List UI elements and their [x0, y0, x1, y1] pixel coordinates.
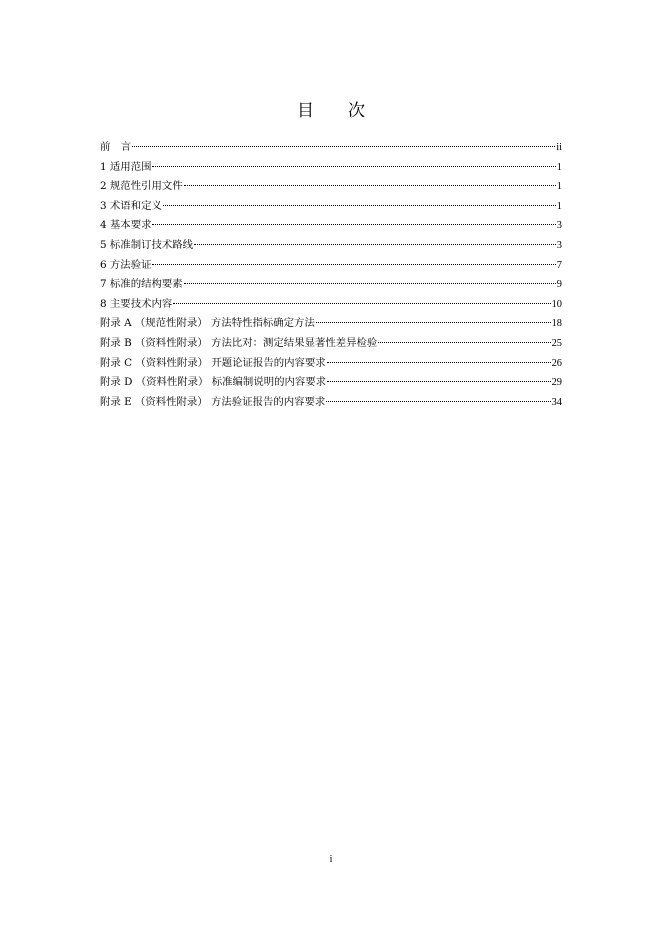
- toc-entry-appendix-d[interactable]: [100, 373, 562, 393]
- page-title: 目 次: [297, 101, 365, 121]
- toc-entry-label: 附录 B （资料性附录） 方法比对：测定结果显著性差异检验: [100, 336, 378, 349]
- toc-entry-terms-definitions[interactable]: [100, 197, 562, 217]
- toc-entry-appendix-b[interactable]: [100, 334, 562, 354]
- toc-entry-page: 9: [556, 279, 562, 291]
- table-of-contents: [100, 138, 562, 412]
- toc-entry-page: 3: [556, 220, 562, 232]
- toc-entry-page: 26: [551, 357, 562, 369]
- toc-dot-leader: [194, 244, 556, 245]
- toc-entry-page: 18: [551, 318, 562, 330]
- toc-dot-leader: [152, 166, 555, 167]
- toc-entry-label: 8 主要技术内容: [100, 297, 173, 310]
- toc-entry-label: 附录 E （资料性附录） 方法验证报告的内容要求: [100, 395, 326, 408]
- toc-dot-leader: [327, 362, 551, 363]
- toc-entry-page: 1: [556, 200, 562, 212]
- page-number: i: [329, 854, 333, 865]
- toc-entry-scope[interactable]: [100, 158, 562, 178]
- toc-entry-page: 1: [556, 161, 562, 173]
- toc-entry-appendix-c[interactable]: [100, 354, 562, 374]
- toc-entry-page: ii: [556, 142, 562, 153]
- toc-entry-label: 前 言: [100, 141, 132, 153]
- toc-entry-foreword[interactable]: [100, 138, 562, 158]
- toc-dot-leader: [326, 401, 550, 402]
- toc-entry-basic-requirements[interactable]: [100, 216, 562, 236]
- toc-entry-label: 7 标准的结构要素: [100, 278, 183, 291]
- toc-entry-method-validation[interactable]: [100, 256, 562, 276]
- toc-entry-page: 10: [551, 298, 562, 310]
- toc-entry-label: 附录 D （资料性附录） 标准编制说明的内容要求: [100, 376, 327, 389]
- toc-dot-leader: [378, 342, 550, 343]
- toc-entry-label: 1 适用范围: [100, 160, 152, 173]
- toc-dot-leader: [152, 224, 555, 225]
- toc-entry-page: 34: [551, 396, 562, 408]
- toc-dot-leader: [327, 381, 551, 382]
- toc-entry-label: 2 规范性引用文件: [100, 180, 183, 193]
- toc-entry-appendix-e[interactable]: [100, 393, 562, 413]
- toc-dot-leader: [184, 185, 556, 186]
- toc-entry-page: 7: [556, 259, 562, 271]
- toc-entry-page: 3: [556, 239, 562, 251]
- toc-entry-normative-references[interactable]: [100, 177, 562, 197]
- toc-entry-label: 4 基本要求: [100, 219, 152, 232]
- toc-entry-main-technical-content[interactable]: [100, 295, 562, 315]
- toc-entry-label: 6 方法验证: [100, 258, 152, 271]
- toc-entry-label: 5 标准制订技术路线: [100, 238, 194, 251]
- toc-entry-page: 29: [551, 377, 562, 389]
- toc-dot-leader: [316, 322, 551, 323]
- toc-entry-appendix-a[interactable]: [100, 314, 562, 334]
- toc-entry-technical-route[interactable]: [100, 236, 562, 256]
- toc-entry-page: 25: [551, 337, 562, 349]
- toc-dot-leader: [132, 146, 555, 147]
- toc-dot-leader: [184, 283, 556, 284]
- toc-entry-label: 附录 C （资料性附录） 开题论证报告的内容要求: [100, 356, 326, 369]
- toc-entry-label: 3 术语和定义: [100, 199, 162, 212]
- toc-dot-leader: [152, 264, 555, 265]
- toc-dot-leader: [163, 205, 556, 206]
- toc-entry-label: 附录 A （规范性附录） 方法特性指标确定方法: [100, 317, 315, 330]
- toc-dot-leader: [173, 303, 550, 304]
- toc-entry-structural-elements[interactable]: [100, 275, 562, 295]
- toc-entry-page: 1: [556, 181, 562, 193]
